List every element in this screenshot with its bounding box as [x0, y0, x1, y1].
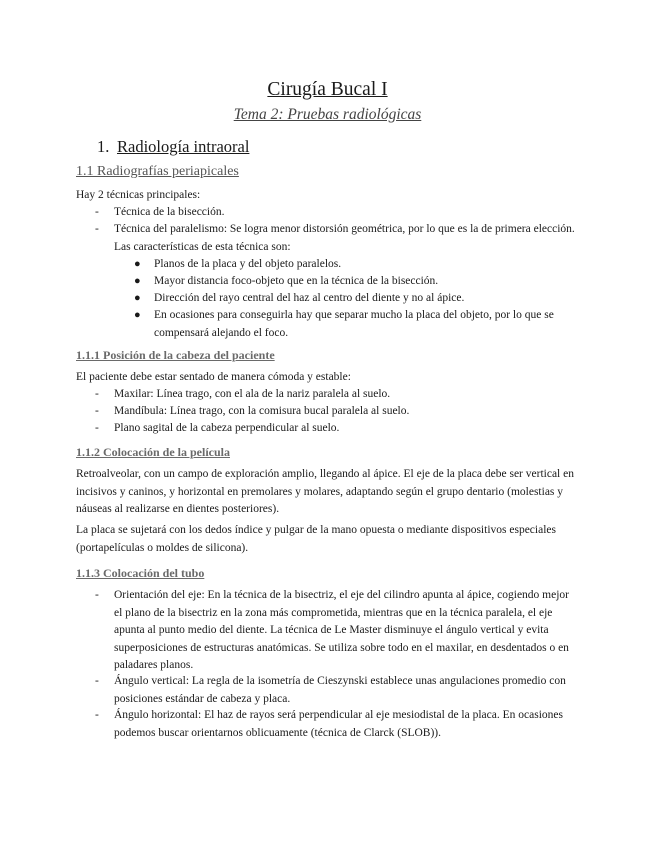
sub-list-item-text: En ocasiones para conseguirla hay que separar mucho la placa del objeto, por lo que se compensará alejando el foco.	[154, 309, 554, 339]
sub-list-item-text: Mayor distancia foco-objeto que en la técnica de la bisección.	[154, 275, 439, 287]
subsection-heading-1-1-3: 1.1.3 Colocación del tubo	[76, 566, 205, 580]
list-item	[95, 221, 578, 256]
subsection-heading-1-1: 1.1 Radiografías periapicales	[76, 164, 239, 179]
section-title: Radiología intraoral	[117, 137, 250, 156]
list-item-text: Mandíbula: Línea trago, con la comisura bucal paralela al suelo.	[114, 405, 410, 417]
list-item-text: Orientación del eje: En la técnica de la bisectriz, el eje del cilindro apunta al ápice, cogiendo mejor el plano de la bisectriz en la zona más comprometida, mientras que en la técnica paralela, el eje apunta al punto medio del diente. La técnica de Le Master disminuye el ángulo vertical y evita superposiciones de estructuras anatómicas. Se utiliza sobre todo en el maxilar, en desdentados o en paladares planos.	[114, 589, 570, 671]
sub-list-item	[134, 273, 578, 291]
list-item	[95, 707, 578, 742]
dash-marker: -	[95, 206, 99, 218]
list-item	[95, 587, 578, 675]
bullet-marker: ●	[134, 275, 141, 287]
list-item-text: Técnica del paralelismo: Se logra menor distorsión geométrica, por lo que es la de primera elección. Las características de esta técnica son:	[114, 223, 575, 253]
sub-list-item-text: Dirección del rayo central del haz al centro del diente y no al ápice.	[154, 292, 465, 304]
document-subtitle: Tema 2: Pruebas radiológicas	[233, 106, 422, 123]
list-item-text: Técnica de la bisección.	[114, 206, 225, 218]
dash-marker: -	[95, 422, 99, 434]
paragraph: La placa se sujetará con los dedos índice y pulgar de la mano opuesta o mediante dispositivos especiales (portapelículas o moldes de silicona).	[76, 524, 556, 554]
dash-marker: -	[95, 223, 99, 235]
bullet-marker: ●	[134, 292, 141, 304]
sub-list-item	[134, 307, 578, 342]
paragraph: Hay 2 técnicas principales:	[76, 189, 201, 201]
list-item	[95, 204, 578, 222]
list-item	[95, 386, 578, 404]
dash-marker: -	[95, 589, 99, 601]
section-number: 1.	[97, 137, 110, 156]
sub-list-item-text: Planos de la placa y del objeto paralelos.	[154, 258, 342, 270]
list-item	[95, 403, 578, 421]
dash-marker: -	[95, 405, 99, 417]
paragraph: El paciente debe estar sentado de manera cómoda y estable:	[76, 371, 351, 383]
dash-marker: -	[95, 709, 99, 721]
dash-marker: -	[95, 675, 99, 687]
sub-list-item	[134, 256, 578, 274]
bullet-marker: ●	[134, 258, 141, 270]
subsection-heading-1-1-2: 1.1.2 Colocación de la película	[76, 445, 230, 459]
paragraph: Retroalveolar, con un campo de exploración amplio, llegando al ápice. El eje de la placa debe ser vertical en incisivos y caninos, y horizontal en premolares y molares, adaptando según el grupo dentario (molestias y náuseas al realizarse en dientes posteriores).	[76, 468, 574, 515]
list-item-text: Plano sagital de la cabeza perpendicular al suelo.	[114, 422, 340, 434]
bullet-marker: ●	[134, 309, 141, 321]
list-item-text: Maxilar: Línea trago, con el ala de la nariz paralela al suelo.	[114, 388, 391, 400]
list-item	[95, 673, 578, 708]
list-item-text: Ángulo horizontal: El haz de rayos será perpendicular al eje mesiodistal de la placa. En ocasiones podemos buscar orientarnos oblicuamente (técnica de Clarck (SLOB)).	[114, 709, 563, 739]
document-title: Cirugía Bucal I	[267, 79, 388, 100]
subsection-heading-1-1-1: 1.1.1 Posición de la cabeza del paciente	[76, 348, 275, 362]
sub-list-item	[134, 290, 578, 308]
list-item-text: Ángulo vertical: La regla de la isometría de Cieszynski establece unas angulaciones promedio con posiciones estándar de cabeza y placa.	[114, 675, 566, 705]
dash-marker: -	[95, 388, 99, 400]
list-item	[95, 420, 578, 438]
